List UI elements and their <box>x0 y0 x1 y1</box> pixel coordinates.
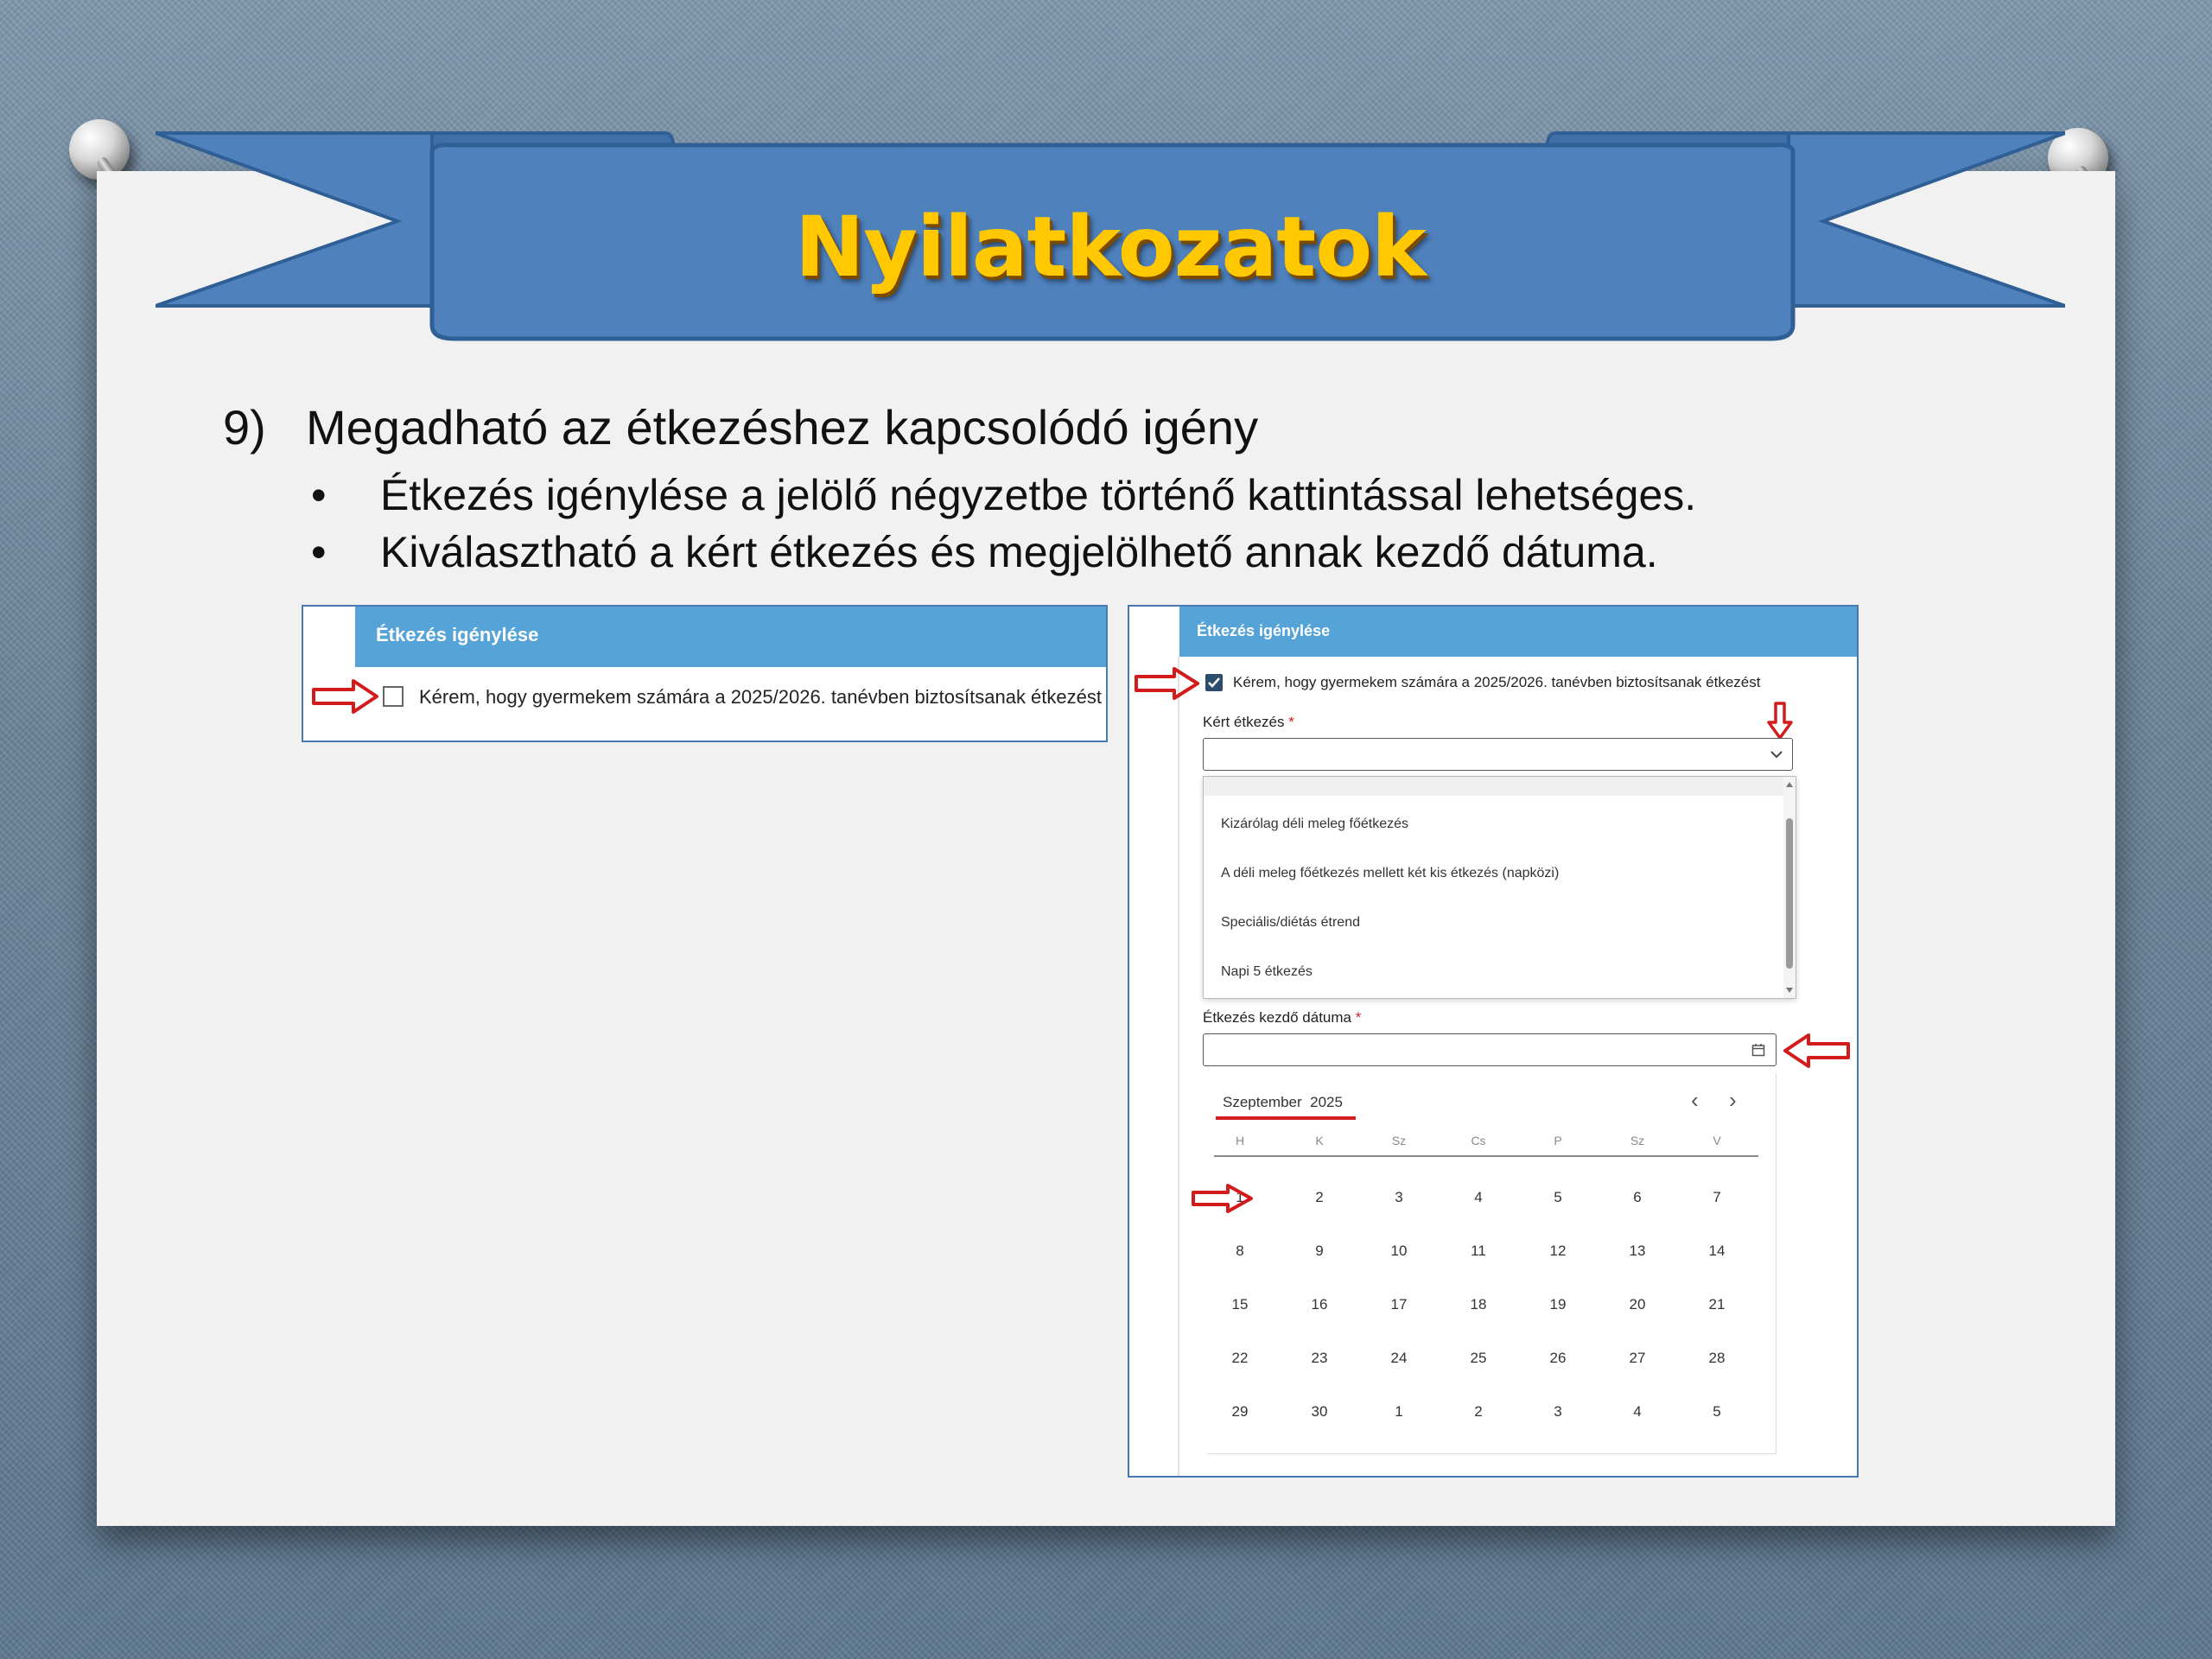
scroll-down-icon[interactable] <box>1786 988 1793 993</box>
bullet-text: Kiválasztható a kért étkezés és megjelölhető annak kezdő dátuma. <box>380 528 1658 576</box>
date-picker-calendar <box>1207 1073 1777 1454</box>
red-arrow-left-icon <box>1783 1033 1850 1068</box>
dropdown-empty-option[interactable] <box>1204 777 1783 796</box>
calendar-day[interactable]: 1 <box>1236 1189 1244 1205</box>
weekday-label: Cs <box>1471 1134 1486 1147</box>
weekday-label: V <box>1713 1134 1721 1147</box>
weekday-label: H <box>1235 1134 1245 1147</box>
start-date-label-text: Étkezés kezdő dátuma <box>1203 1009 1351 1026</box>
calendar-day[interactable]: 20 <box>1629 1296 1646 1313</box>
calendar-day[interactable]: 15 <box>1231 1296 1249 1313</box>
calendar-day[interactable]: 26 <box>1549 1350 1567 1366</box>
panel-header-title: Étkezés igénylése <box>1197 622 1331 639</box>
checkmark-icon <box>1205 674 1223 691</box>
calendar-day[interactable]: 6 <box>1633 1189 1642 1205</box>
panel-header-title: Étkezés igénylése <box>376 624 539 645</box>
calendar-day[interactable]: 14 <box>1708 1243 1726 1259</box>
calendar-day[interactable]: 13 <box>1629 1243 1646 1259</box>
heading-text: Megadható az étkezéshez kapcsolódó igény <box>306 400 1259 454</box>
bullet-item <box>311 467 1696 524</box>
scroll-up-icon[interactable] <box>1786 782 1793 787</box>
calendar-day[interactable]: 17 <box>1390 1296 1408 1313</box>
start-date-input[interactable] <box>1203 1033 1777 1066</box>
meal-option[interactable]: A déli meleg főétkezés mellett két kis étkezés (napközi) <box>1221 866 1560 880</box>
section-heading <box>223 399 1258 455</box>
weekday-label: Sz <box>1391 1134 1407 1147</box>
meal-request-label: Kérem, hogy gyermekem számára a 2025/2026. tanévben biztosítsanak étkezést <box>1233 674 1761 690</box>
calendar-day[interactable]: 2 <box>1474 1403 1483 1420</box>
calendar-day[interactable]: 29 <box>1231 1403 1249 1420</box>
red-arrow-down-icon <box>1767 702 1793 740</box>
weekday-label: Sz <box>1630 1134 1645 1147</box>
bullet-item <box>311 524 1696 581</box>
calendar-day[interactable]: 5 <box>1713 1403 1721 1420</box>
calendar-day[interactable]: 8 <box>1236 1243 1244 1259</box>
calendar-day[interactable]: 25 <box>1470 1350 1487 1366</box>
bullet-list <box>311 467 1696 581</box>
red-arrow-right-icon <box>312 679 379 714</box>
heading-number: 9) <box>223 400 266 454</box>
next-month-button[interactable]: › <box>1729 1087 1737 1113</box>
calendar-day[interactable]: 4 <box>1474 1189 1483 1205</box>
calendar-day[interactable]: 19 <box>1549 1296 1567 1313</box>
meal-option[interactable]: Napi 5 étkezés <box>1221 964 1313 979</box>
chevron-down-icon <box>1770 749 1783 760</box>
calendar-day[interactable]: 3 <box>1395 1189 1403 1205</box>
meal-type-label <box>1203 714 1294 731</box>
meal-type-label-text: Kért étkezés <box>1203 714 1285 730</box>
weekday-label: K <box>1315 1134 1324 1147</box>
calendar-day[interactable]: 22 <box>1231 1350 1249 1366</box>
calendar-day[interactable]: 12 <box>1549 1243 1567 1259</box>
calendar-day[interactable]: 21 <box>1708 1296 1726 1313</box>
calendar-day[interactable]: 4 <box>1633 1403 1642 1420</box>
prev-month-button[interactable]: ‹ <box>1691 1087 1699 1113</box>
red-arrow-right-icon <box>1192 1184 1254 1213</box>
meal-option[interactable]: Speciális/diétás étrend <box>1221 915 1360 930</box>
panel-header <box>355 607 1106 667</box>
calendar-day[interactable]: 11 <box>1471 1243 1486 1259</box>
calendar-day[interactable]: 27 <box>1629 1350 1646 1366</box>
meal-type-dropdown <box>1203 776 1796 999</box>
calendar-month-year[interactable] <box>1223 1094 1343 1111</box>
slide-title: Nyilatkozatok <box>795 199 1426 296</box>
start-date-label <box>1203 1009 1361 1027</box>
meal-request-panel-unchecked <box>302 605 1108 742</box>
weekday-label: P <box>1554 1134 1562 1147</box>
calendar-day[interactable]: 28 <box>1708 1350 1726 1366</box>
bullet-text: Étkezés igénylése a jelölő négyzetbe történő kattintással lehetséges. <box>380 471 1697 519</box>
calendar-day[interactable]: 30 <box>1311 1403 1328 1420</box>
calendar-day[interactable]: 5 <box>1554 1189 1562 1205</box>
calendar-day[interactable]: 23 <box>1311 1350 1328 1366</box>
calendar-day[interactable]: 16 <box>1311 1296 1328 1313</box>
dropdown-scrollbar[interactable] <box>1783 777 1796 998</box>
calendar-icon[interactable] <box>1751 1043 1765 1057</box>
calendar-day[interactable]: 1 <box>1395 1403 1403 1420</box>
bullet-glyph: • <box>311 528 327 576</box>
required-mark: * <box>1355 1009 1362 1026</box>
calendar-day[interactable]: 7 <box>1713 1189 1721 1205</box>
meal-request-panel-expanded <box>1128 605 1859 1478</box>
calendar-year: 2025 <box>1310 1094 1343 1110</box>
calendar-day[interactable]: 2 <box>1315 1189 1324 1205</box>
meal-request-checkbox[interactable] <box>383 686 404 707</box>
red-underline-annotation <box>1216 1116 1356 1120</box>
calendar-day[interactable]: 24 <box>1390 1350 1408 1366</box>
meal-request-label: Kérem, hogy gyermekem számára a 2025/2026. tanévben biztosítsanak étkezést <box>419 686 1102 708</box>
calendar-day[interactable]: 18 <box>1470 1296 1487 1313</box>
scrollbar-thumb[interactable] <box>1786 818 1793 969</box>
meal-option[interactable]: Kizárólag déli meleg főétkezés <box>1221 817 1409 831</box>
panel-header <box>1179 607 1857 657</box>
meal-request-checkbox-checked[interactable] <box>1205 674 1223 691</box>
red-arrow-right-icon <box>1135 667 1200 700</box>
bullet-glyph: • <box>311 471 327 519</box>
required-mark: * <box>1288 714 1294 730</box>
panel-gutter <box>1178 657 1179 1476</box>
calendar-month: Szeptember <box>1223 1094 1302 1110</box>
calendar-day[interactable]: 3 <box>1554 1403 1562 1420</box>
weekday-divider <box>1214 1155 1758 1157</box>
meal-type-select[interactable] <box>1203 738 1793 771</box>
calendar-day[interactable]: 9 <box>1315 1243 1324 1259</box>
calendar-day[interactable]: 10 <box>1390 1243 1408 1259</box>
